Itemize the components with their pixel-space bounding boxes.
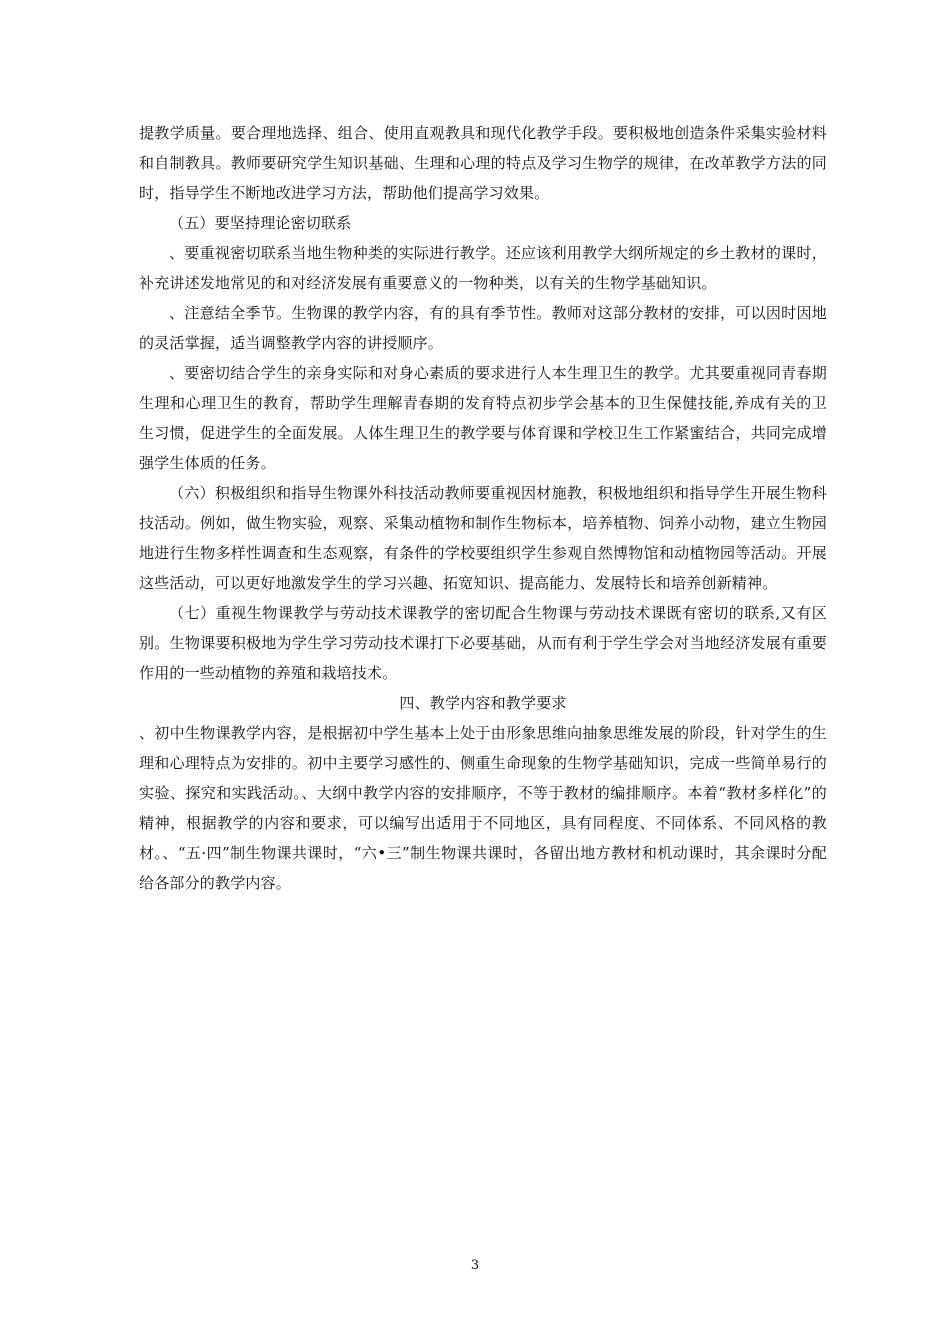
paragraph-teaching-quality: 提教学质量。要合理地选择、组合、使用直观教具和现代化教学手段。要积极地创造条件采集实验材料和自制教具。教师要研究学生知识基础、生理和心理的特点及学习生物学的规律，在改革教学方法的同时，指导学生不断地改进学习方法，帮助他们提高学习效果。 <box>139 124 827 202</box>
page-number: 3 <box>470 1258 480 1273</box>
section-heading-five: （五）要坚持理论密切联系 <box>169 214 352 232</box>
paragraph-teaching-content: 、初中生物课教学内容，是根据初中学生基本上处于由形象思维向抽象思维发展的阶段，针对学生的生理和心理特点为安排的。初中主要学习感性的、侧重生命现象的生物学基础知识，完成一些简单易行的实验、探究和实践活动。、大纲中教学内容的安排顺序，不等于教材的编排顺序。本着“教材多样化”的精神，根据教学的内容和要求，可以编写出适用于不同地区，具有同程度、不同体系、不同风格的教材。、“五·四”制生物课共课时，“六•三”制生物课共课时，各留出地方教材和机动课时，其余课时分配给各部分的教学内容。 <box>139 724 827 892</box>
paragraph-physiology-hygiene: 、要密切结合学生的亲身实际和对身心素质的要求进行人本生理卫生的教学。尤其要重视同青春期生理和心理卫生的教育，帮助学生理解青春期的发育特点初步学会基本的卫生保健技能,养成有关的卫生习惯，促进学生的全面发展。人体生理卫生的教学要与体育课和学校卫生工作紧蜜结合，共同完成增强学生体质的任务。 <box>139 364 827 472</box>
document-body <box>139 118 827 898</box>
paragraph-seasons: 、注意结全季节。生物课的教学内容，有的具有季节性。教师对这部分教材的安排，可以因时因地的灵活掌握，适当调整教学内容的讲授顺序。 <box>139 304 827 352</box>
section-title-content-requirements: 四、教学内容和教学要求 <box>399 694 567 712</box>
paragraph-labor-technology: （七）重视生物课教学与劳动技术课教学的密切配合生物课与劳动技术课既有密切的联系,又有区别。生物课要积极地为学生学习劳动技术课打下必要基础，从而有利于学生学会对当地经济发展有重要作用的一些动植物的养殖和栽培技术。 <box>139 604 827 682</box>
paragraph-local-species: 、要重视密切联系当地生物种类的实际进行教学。还应该利用教学大纲所规定的乡土教材的课时，补充讲述发地常见的和对经济发展有重要意义的一物种类，以有关的生物学基础知识。 <box>139 244 827 292</box>
paragraph-extracurricular: （六）积极组织和指导生物课外科技活动教师要重视因材施教，积极地组织和指导学生开展生物科技活动。例如，做生物实验，观察、采集动植物和制作生物标本，培养植物、饲养小动物，建立生物园地进行生物多样性调查和生态观察，有条件的学校要组织学生参观自然博物馆和动植物园等活动。开展这些活动，可以更好地激发学生的学习兴趣、拓宽知识、提高能力、发展特长和培养创新精神。 <box>139 484 827 592</box>
